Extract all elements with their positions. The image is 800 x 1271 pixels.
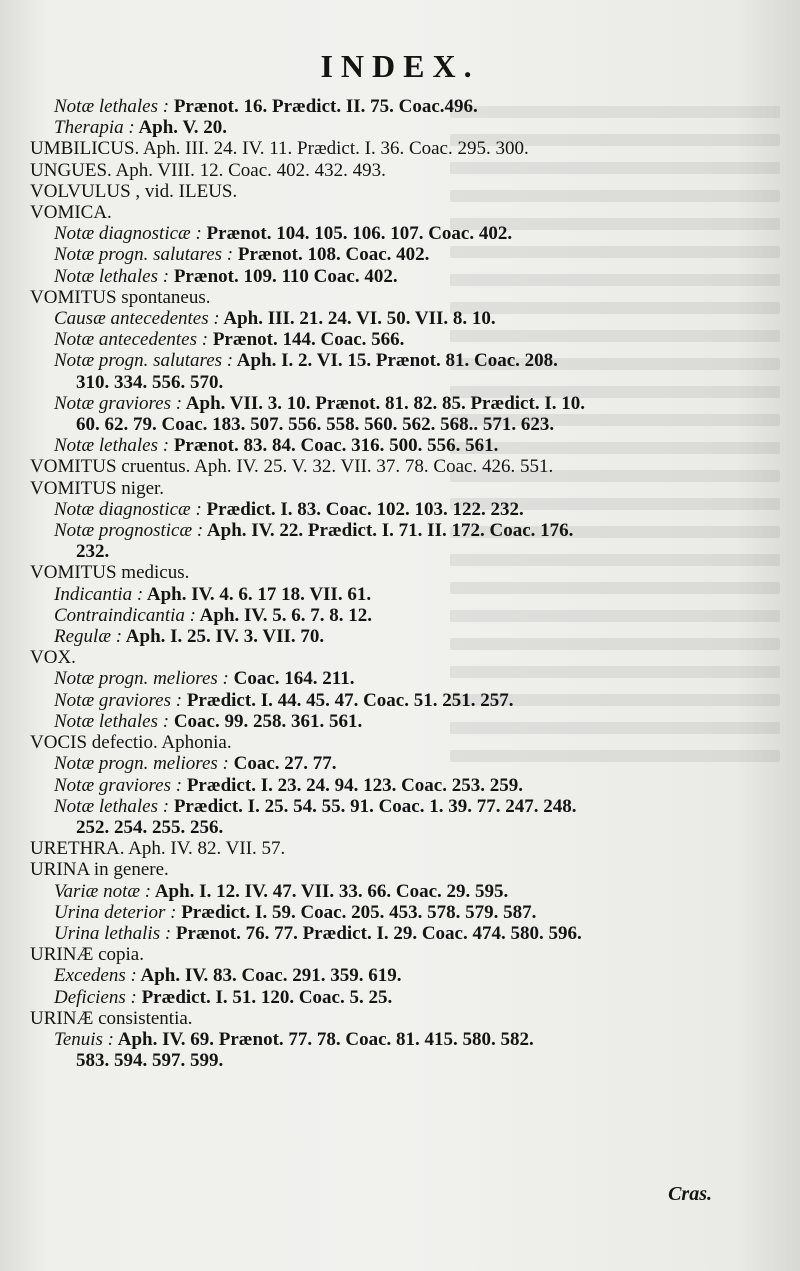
entry-label: Deficiens :: [54, 986, 137, 1008]
index-subentry: [30, 881, 780, 902]
index-heading: [30, 1008, 780, 1029]
entry-label: Urina lethalis :: [54, 922, 172, 944]
index-heading: [30, 838, 780, 859]
entry-references: Aph. IV. 5. 6. 7. 8. 12.: [195, 604, 372, 626]
index-heading: [30, 181, 780, 202]
index-continuation: [30, 541, 780, 562]
entry-references: Aph. I. 25. IV. 3. VII. 70.: [122, 626, 325, 648]
entry-references: Aph. IV. 22. Prædict. I. 71. II. 172. Coac. 176.: [203, 520, 574, 542]
entry-references: VOMITUS niger.: [30, 477, 165, 499]
index-continuation: [30, 372, 780, 393]
index-subentry: [30, 223, 780, 244]
entry-references: URINA in genere.: [30, 859, 169, 881]
entry-label: Notæ antecedentes :: [54, 329, 209, 351]
index-subentry: [30, 329, 780, 350]
index-subentry: [30, 96, 780, 117]
entry-references: VOX.: [30, 647, 76, 669]
entry-label: Excedens :: [54, 965, 137, 987]
entry-references: 60. 62. 79. Coac. 183. 507. 556. 558. 560. 562. 568.. 571. 623.: [76, 414, 555, 436]
catchword: Cras.: [668, 1183, 712, 1205]
index-subentry: [30, 753, 780, 774]
index-heading: [30, 562, 780, 583]
index-heading: [30, 138, 780, 159]
entry-label: Notæ prognosticæ :: [54, 520, 204, 542]
entry-label: Notæ progn. meliores :: [54, 753, 229, 775]
index-subentry: [30, 1029, 780, 1050]
index-subentry: [30, 690, 780, 711]
entry-references: VOMITUS spontaneus.: [30, 286, 211, 308]
entry-label: Notæ progn. salutares :: [54, 350, 234, 372]
entry-label: Regulæ :: [54, 626, 123, 648]
entry-references: Aph. VII. 3. 10. Prænot. 81. 82. 85. Prædict. I. 10.: [182, 392, 585, 414]
entry-label: Notæ progn. meliores :: [54, 668, 229, 690]
entry-label: Indicantia :: [54, 583, 144, 605]
index-subentry: [30, 987, 780, 1008]
index-subentry: [30, 499, 780, 520]
entry-references: 252. 254. 255. 256.: [76, 816, 224, 838]
entry-references: Prænot. 83. 84. Coac. 316. 500. 556. 561.: [169, 435, 499, 457]
index-heading: [30, 456, 780, 477]
entry-references: Aph. IV. 4. 6. 17 18. VII. 61.: [143, 583, 372, 605]
index-heading: [30, 202, 780, 223]
index-subentry: [30, 117, 780, 138]
page-title: INDEX.: [320, 48, 480, 84]
entry-references: VOLVULUS , vid. ILEUS.: [30, 180, 238, 202]
entry-references: Prænot. 144. Coac. 566.: [208, 329, 405, 351]
index-continuation: [30, 817, 780, 838]
entry-references: Coac. 99. 258. 361. 561.: [169, 710, 363, 732]
entry-references: VOMITUS medicus.: [30, 562, 190, 584]
entry-label: Notæ graviores :: [54, 774, 183, 796]
index-heading: [30, 478, 780, 499]
index-heading: [30, 859, 780, 880]
entry-references: Aph. V. 20.: [134, 117, 227, 139]
entry-label: Tenuis :: [54, 1028, 115, 1050]
index-heading: [30, 944, 780, 965]
entry-references: Aph. IV. 69. Prænot. 77. 78. Coac. 81. 415. 580. 582.: [114, 1028, 534, 1050]
entry-references: Coac. 27. 77.: [228, 753, 337, 775]
entry-references: Prædict. I. 51. 120. Coac. 5. 25.: [136, 986, 393, 1008]
index-subentry: [30, 902, 780, 923]
entry-label: Notæ lethales :: [54, 435, 170, 457]
index-continuation: [30, 1050, 780, 1071]
index-subentry: [30, 711, 780, 732]
entry-references: Aph. I. 2. VI. 15. Prænot. 81. Coac. 208.: [233, 350, 558, 372]
index-heading: [30, 647, 780, 668]
entry-references: UNGUES. Aph. VIII. 12. Coac. 402. 432. 493.: [30, 159, 386, 181]
index-heading: [30, 287, 780, 308]
entry-label: Notæ progn. salutares :: [54, 244, 234, 266]
entry-references: 232.: [76, 541, 110, 563]
entry-label: Notæ lethales :: [54, 710, 170, 732]
index-subentry: [30, 584, 780, 605]
entry-references: Prædict. I. 83. Coac. 102. 103. 122. 232.: [201, 498, 524, 520]
index-subentry: [30, 775, 780, 796]
index-heading: [30, 160, 780, 181]
index-heading: [30, 732, 780, 753]
entry-references: Prædict. I. 59. Coac. 205. 453. 578. 579. 587.: [176, 901, 537, 923]
entry-references: VOMICA.: [30, 202, 112, 224]
entry-label: Contraindicantia :: [54, 604, 196, 626]
entry-label: Notæ lethales :: [54, 795, 170, 817]
entry-references: Prænot. 16. Prædict. II. 75. Coac.496.: [169, 96, 478, 117]
entry-references: Aph. I. 12. IV. 47. VII. 33. 66. Coac. 29. 595.: [151, 880, 509, 902]
entry-label: Causæ antecedentes :: [54, 308, 220, 330]
entry-references: 583. 594. 597. 599.: [76, 1050, 224, 1072]
entry-references: UMBILICUS. Aph. III. 24. IV. 11. Prædict. I. 36. Coac. 295. 300.: [30, 138, 529, 160]
index-subentry: [30, 965, 780, 986]
index-subentry: [30, 626, 780, 647]
entry-label: Notæ graviores :: [54, 392, 183, 414]
index-subentry: [30, 923, 780, 944]
entry-references: Prænot. 76. 77. Prædict. I. 29. Coac. 474. 580. 596.: [171, 922, 582, 944]
index-subentry: [30, 520, 780, 541]
entry-references: URINÆ copia.: [30, 944, 144, 966]
entry-label: Therapia :: [54, 117, 135, 139]
entry-references: Prænot. 108. Coac. 402.: [233, 244, 430, 266]
entry-references: Coac. 164. 211.: [228, 668, 355, 690]
index-subentry: [30, 244, 780, 265]
entry-references: Prænot. 104. 105. 106. 107. Coac. 402.: [201, 223, 513, 245]
index-entries: [30, 96, 780, 1071]
entry-references: Aph. III. 21. 24. VI. 50. VII. 8. 10.: [219, 308, 496, 330]
index-subentry: [30, 266, 780, 287]
index-subentry: [30, 308, 780, 329]
entry-label: Notæ diagnosticæ :: [54, 223, 202, 245]
index-subentry: [30, 393, 780, 414]
entry-label: Notæ lethales :: [54, 265, 170, 287]
entry-references: Prænot. 109. 110 Coac. 402.: [169, 265, 398, 287]
index-continuation: [30, 414, 780, 435]
entry-references: URETHRA. Aph. IV. 82. VII. 57.: [30, 838, 286, 860]
entry-references: Prædict. I. 23. 24. 94. 123. Coac. 253. 259.: [182, 774, 523, 796]
entry-references: 310. 334. 556. 570.: [76, 371, 224, 393]
index-subentry: [30, 435, 780, 456]
entry-label: Notæ diagnosticæ :: [54, 498, 202, 520]
entry-references: VOMITUS cruentus. Aph. IV. 25. V. 32. VII. 37. 78. Coac. 426. 551.: [30, 456, 554, 478]
entry-label: Notæ graviores :: [54, 689, 183, 711]
entry-references: Prædict. I. 25. 54. 55. 91. Coac. 1. 39. 77. 247. 248.: [169, 795, 577, 817]
index-subentry: [30, 350, 780, 371]
index-subentry: [30, 668, 780, 689]
entry-references: Prædict. I. 44. 45. 47. Coac. 51. 251. 257.: [182, 689, 514, 711]
entry-label: Notæ lethales :: [54, 96, 170, 117]
entry-references: VOCIS defectio. Aphonia.: [30, 732, 232, 754]
entry-references: URINÆ consistentia.: [30, 1007, 193, 1029]
entry-references: Aph. IV. 83. Coac. 291. 359. 619.: [136, 965, 402, 987]
index-subentry: [30, 605, 780, 626]
index-subentry: [30, 796, 780, 817]
entry-label: Variæ notæ :: [54, 880, 152, 902]
entry-label: Urina deterior :: [54, 901, 177, 923]
